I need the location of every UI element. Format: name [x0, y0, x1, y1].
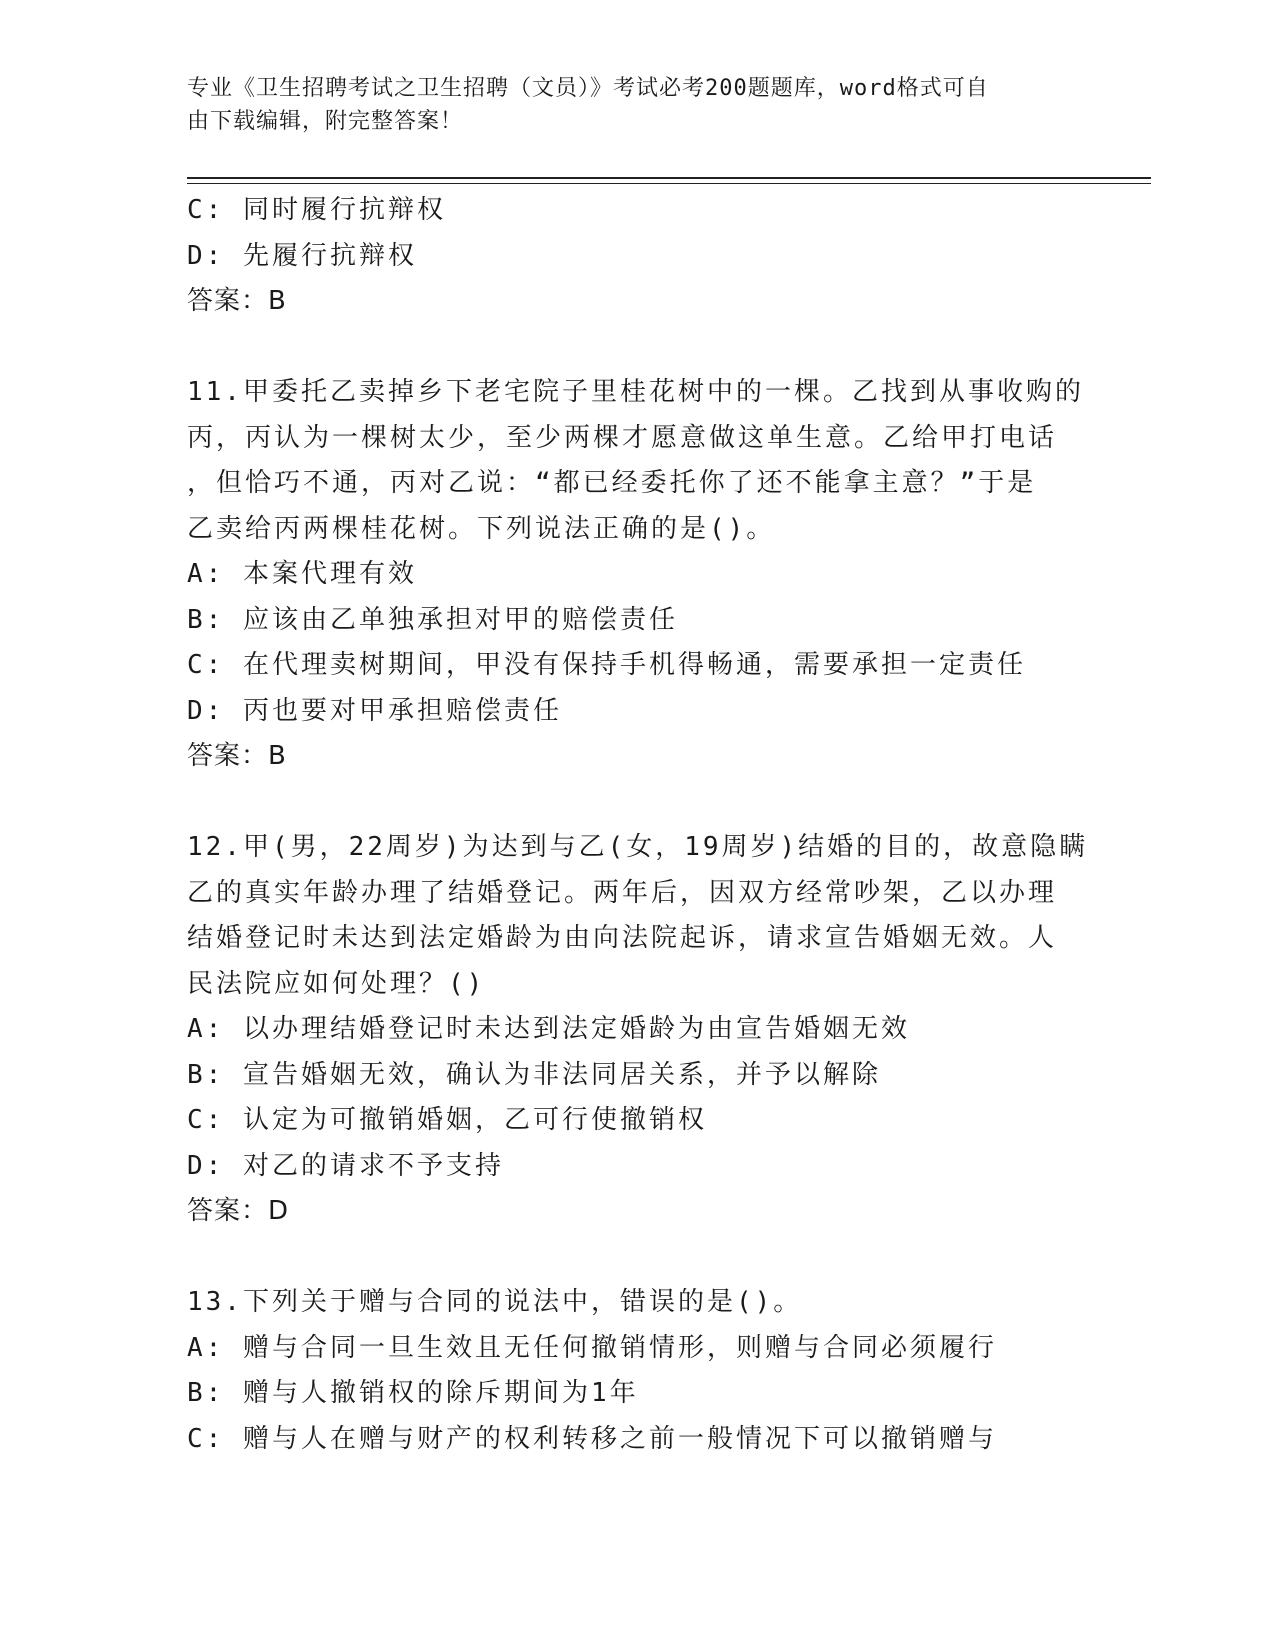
question-stem-line: 丙，丙认为一棵树太少，至少两棵才愿意做这单生意。乙给甲打电话 — [187, 422, 1058, 453]
option-c: C: 认定为可撤销婚姻，乙可行使撤销权 — [187, 1105, 707, 1135]
option-b: B: 赠与人撤销权的除斥期间为1年 — [187, 1378, 639, 1408]
option-d: D: 先履行抗辩权 — [187, 240, 417, 271]
answer-line: 答案：D — [187, 1196, 290, 1226]
question-13 — [187, 1280, 1067, 1462]
option-a: A: 本案代理有效 — [187, 559, 417, 589]
option-b: B: 应该由乙单独承担对甲的赔偿责任 — [187, 604, 678, 635]
header-divider-thin — [187, 183, 1151, 184]
spacer — [187, 780, 1067, 826]
header-line-2: 由下载编辑，附完整答案！ — [187, 109, 464, 134]
question-11 — [187, 370, 1084, 780]
question-stem-line: 民法院应如何处理？() — [187, 968, 486, 999]
question-10-tail — [187, 188, 1067, 325]
question-stem-line: ，但恰巧不通，丙对乙说：“都已经委托你了还不能拿主意？”于是 — [187, 468, 1037, 498]
question-stem-line: 13.下列关于赠与合同的说法中，错误的是()。 — [187, 1287, 803, 1317]
option-a: A: 赠与合同一旦生效且无任何撤销情形，则赠与合同必须履行 — [187, 1332, 997, 1363]
question-stem-line: 11.甲委托乙卖掉乡下老宅院子里桂花树中的一棵。乙找到从事收购的 — [187, 377, 1084, 407]
option-d: D: 对乙的请求不予支持 — [187, 1150, 504, 1181]
option-c: C: 同时履行抗辩权 — [187, 195, 446, 225]
question-stem-line: 12.甲(男，22周岁)为达到与乙(女，19周岁)结婚的目的，故意隐瞒 — [187, 832, 1089, 862]
question-stem-line: 乙卖给丙两棵桂花树。下列说法正确的是()。 — [187, 513, 776, 544]
question-12 — [187, 825, 1089, 1235]
question-stem-line: 乙的真实年龄办理了结婚登记。两年后，因双方经常吵架，乙以办理 — [187, 877, 1058, 908]
option-b: B: 宣告婚姻无效，确认为非法同居关系，并予以解除 — [187, 1059, 881, 1090]
header-line-1: 专业《卫生招聘考试之卫生招聘（文员）》考试必考200题题库，word格式可自 — [187, 76, 989, 101]
option-c: C: 赠与人在赠与财产的权利转移之前一般情况下可以撤销赠与 — [187, 1423, 997, 1454]
document-header — [187, 72, 1067, 138]
answer-line: 答案：B — [187, 741, 287, 771]
option-d: D: 丙也要对甲承担赔偿责任 — [187, 695, 562, 726]
option-a: A: 以办理结婚登记时未达到法定婚龄为由宣告婚姻无效 — [187, 1014, 910, 1044]
header-divider-thick — [187, 177, 1151, 179]
option-c: C: 在代理卖树期间，甲没有保持手机得畅通，需要承担一定责任 — [187, 650, 1026, 680]
answer-line: 答案：B — [187, 286, 287, 316]
question-content — [187, 188, 1089, 1462]
spacer — [187, 1235, 1067, 1281]
spacer — [187, 325, 1067, 371]
question-stem-line: 结婚登记时未达到法定婚龄为由向法院起诉，请求宣告婚姻无效。人 — [187, 923, 1058, 953]
